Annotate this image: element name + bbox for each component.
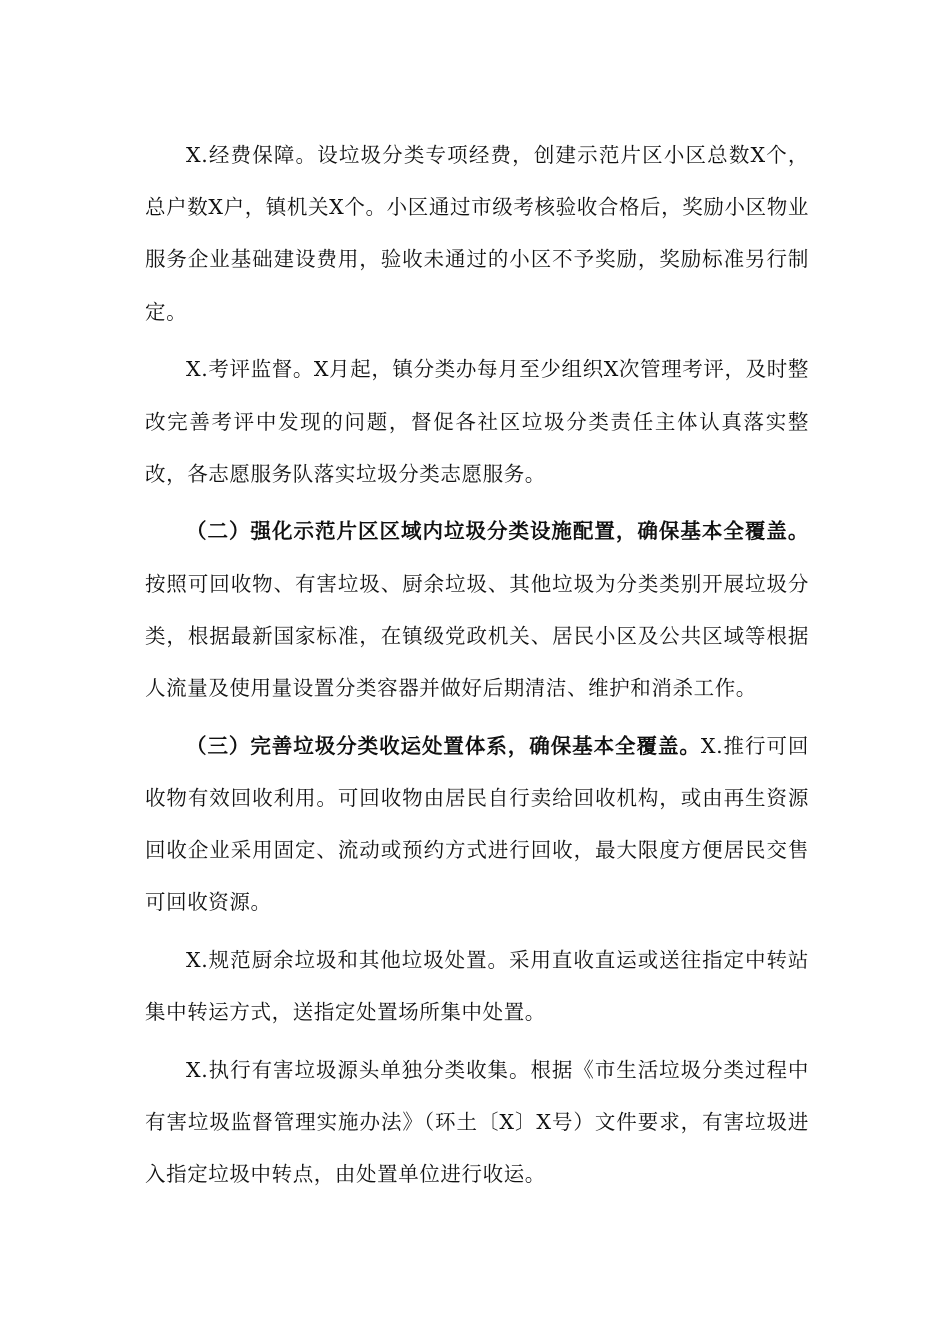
section-heading: （二）强化示范片区区域内垃圾分类设施配置，确保基本全覆盖。 — [186, 519, 809, 544]
paragraph-text: X.执行有害垃圾源头单独分类收集。根据《市生活垃圾分类过程中有害垃圾监督管理实施办法》（环土〔X〕X号）文件要求，有害垃圾进入指定垃圾中转点，由处置单位进行收运。 — [145, 1057, 809, 1187]
paragraph-hazardous-waste — [145, 1044, 809, 1201]
paragraph-text: X.经费保障。设垃圾分类专项经费，创建示范片区小区总数X个，总户数X户，镇机关X个。小区通过市级考核验收合格后，奖励小区物业服务企业基础建设费用，验收未通过的小区不予奖励，奖励标准另行制定。 — [145, 143, 809, 324]
document-body — [145, 129, 809, 1201]
paragraph-kitchen-waste — [145, 934, 809, 1038]
paragraph-text: X.推行可回收物有效回收利用。可回收物由居民自行卖给回收机构，或由再生资源回收企业采用固定、流动或预约方式进行回收，最大限度方便居民交售可回收资源。 — [145, 733, 809, 915]
paragraph-text: X.考评监督。X月起，镇分类办每月至少组织X次管理考评，及时整改完善考评中发现的问题，督促各社区垃圾分类责任主体认真落实整改，各志愿服务队落实垃圾分类志愿服务。 — [145, 357, 809, 486]
paragraph-text: 按照可回收物、有害垃圾、厨余垃圾、其他垃圾为分类类别开展垃圾分类，根据最新国家标准，在镇级党政机关、居民小区及公共区域等根据人流量及使用量设置分类容器并做好后期清洁、维护和消杀工作。 — [145, 571, 809, 701]
section-heading: （三）完善垃圾分类收运处置体系，确保基本全覆盖。 — [186, 733, 701, 758]
paragraph-funding — [145, 129, 809, 338]
paragraph-facilities — [145, 505, 809, 714]
paragraph-collection-system — [145, 720, 809, 929]
paragraph-evaluation — [145, 343, 809, 500]
paragraph-text: X.规范厨余垃圾和其他垃圾处置。采用直收直运或送往指定中转站集中转运方式，送指定处置场所集中处置。 — [145, 948, 809, 1025]
